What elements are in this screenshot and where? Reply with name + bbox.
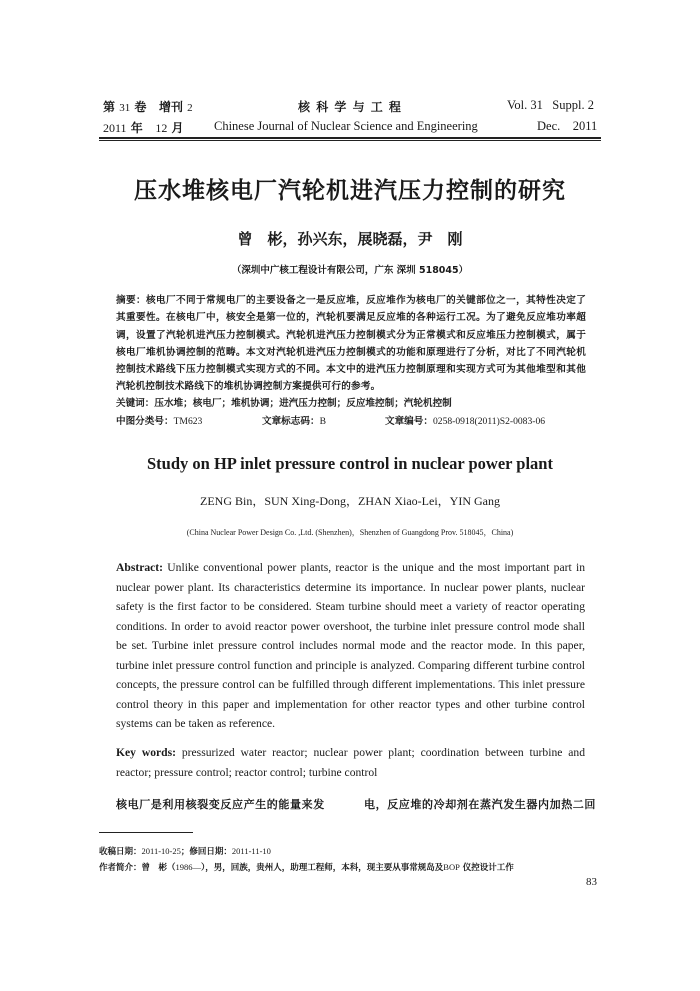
suppl-number: 2 xyxy=(187,102,193,114)
journal-title-cn: 核 科 学 与 工 程 xyxy=(298,100,402,114)
affiliation-en: (China Nuclear Power Design Co. ,Ltd. (Shenzhen)，Shenzhen of Guangdong Prov. 518045，China) xyxy=(186,528,514,537)
revised-value: 2011-11-10 xyxy=(231,846,271,856)
suppl-prefix: 增刊 xyxy=(158,100,183,114)
year: 2011 xyxy=(103,121,127,135)
header-rule-thin xyxy=(99,140,601,141)
vol-number: 31 xyxy=(119,102,131,114)
authors-en: ZENG Bin，SUN Xing-Dong，ZHAN Xiao-Lei，YIN Gang xyxy=(200,494,500,508)
volume-en: Vol. 31 Suppl. 2 xyxy=(507,98,594,112)
article-no-value: 0258-0918(2011)S2-0083-06 xyxy=(432,416,546,427)
author-bio-label: 作者简介：曾 彬（ xyxy=(99,863,176,873)
vol-prefix: 第 xyxy=(103,100,116,114)
clc-number xyxy=(116,413,202,427)
month: 12 xyxy=(155,121,168,135)
author-bio xyxy=(99,861,514,873)
affiliation-cn: （深圳中广核工程设计有限公司，广东 深圳 518045） xyxy=(231,265,469,276)
year-unit: 年 xyxy=(130,121,143,135)
date-en: Dec. 2011 xyxy=(537,119,598,133)
clc-label: 中图分类号： xyxy=(116,416,174,427)
article-number xyxy=(385,413,545,427)
received-date xyxy=(99,845,271,857)
header-rule-thick xyxy=(99,137,601,139)
document-code xyxy=(262,413,326,427)
received-value: 2011-10-25 xyxy=(141,846,181,856)
abstract-label-en: Abstract: xyxy=(116,561,164,574)
clc-value: TM623 xyxy=(173,416,203,427)
abstract-en xyxy=(116,558,585,734)
author-years: 1986— xyxy=(175,862,202,872)
article-no-label: 文章编号： xyxy=(385,416,433,427)
authors-cn: 曾 彬，孙兴东，展晓磊，尹 刚 xyxy=(237,230,463,248)
page-number: 83 xyxy=(586,876,597,888)
keywords-cn: 关键词：压水堆；核电厂；堆机协调；进汽压力控制；反应堆控制；汽轮机控制 xyxy=(116,398,452,409)
body-text-left: 核电厂是利用核裂变反应产生的能量来发 xyxy=(116,798,325,811)
author-bop: BOP xyxy=(443,862,460,872)
body-text-right: 电，反应堆的冷却剂在蒸汽发生器内加热二回 xyxy=(364,798,596,811)
paper-title-cn: 压水堆核电厂汽轮机进汽压力控制的研究 xyxy=(134,178,566,204)
author-bio-text: ），男，回族，贵州人，助理工程师，本科，现主要从事常规岛及 xyxy=(201,863,444,873)
abstract-text-en: Unlike conventional power plants, reactor is the unique and the most important part in nuclear power plant. Its characteristics determine its importance. In nuclear power plants, nuclear safety is the first factor to be considered. Steam turbine should meet a variety of reactor operating conditions. In order to avoid reactor power overshoot, the turbine inlet pressure control mode shall be set. Turbine inlet pressure control includes normal mode and the reactor mode. In this paper, turbine inlet pressure control function and principle is analyzed. Comparing different turbine control concepts, the pressure control can be fulfilled through different implementations. This inlet pressure control theory in this paper and implementation for other reactor types and other turbine control systems can be taken as reference. xyxy=(116,561,585,730)
footnote-rule xyxy=(99,832,193,833)
doc-code-value: B xyxy=(319,416,326,427)
revised-label: ；修回日期： xyxy=(180,847,232,857)
paper-title-en: Study on HP inlet pressure control in nuclear power plant xyxy=(147,454,553,473)
keywords-en xyxy=(116,743,585,782)
received-label: 收稿日期： xyxy=(99,847,142,857)
journal-title-en: Chinese Journal of Nuclear Science and Engineering xyxy=(214,119,478,133)
author-bio-tail: 仪控设计工作 xyxy=(459,863,514,873)
header-date-cn xyxy=(103,119,184,136)
keywords-label-en: Key words: xyxy=(116,746,176,759)
doc-code-label: 文章标志码： xyxy=(262,416,320,427)
abstract-cn: 摘要：核电厂不同于常规电厂的主要设备之一是反应堆，反应堆作为核电厂的关键部位之一，其特性决定了其重要性。在核电厂中，核安全是第一位的，汽轮机要满足反应堆的各种运行工况。为了避免反应堆功率超调，设置了汽轮机进汽压力控制模式。汽轮机进汽压力控制模式分为正常模式和反应堆压力控制模式，属于核电厂堆机协调控制的范畴。本文对汽轮机进汽压力控制模式的功能和原理进行了分析，对比了不同汽轮机控制技术路线下压力控制模式实现方式的不同。本文中的进汽压力控制原理和实现方式可为其他堆型和其他汽轮机控制技术路线下的堆机协调控制方案提供可行的参考。 xyxy=(116,295,586,393)
keywords-text-en: pressurized water reactor; nuclear power plant; coordination between turbine and reactor; pressure control; reactor control; turbine control xyxy=(116,746,585,779)
month-unit: 月 xyxy=(171,121,184,135)
vol-suffix: 卷 xyxy=(134,100,147,114)
